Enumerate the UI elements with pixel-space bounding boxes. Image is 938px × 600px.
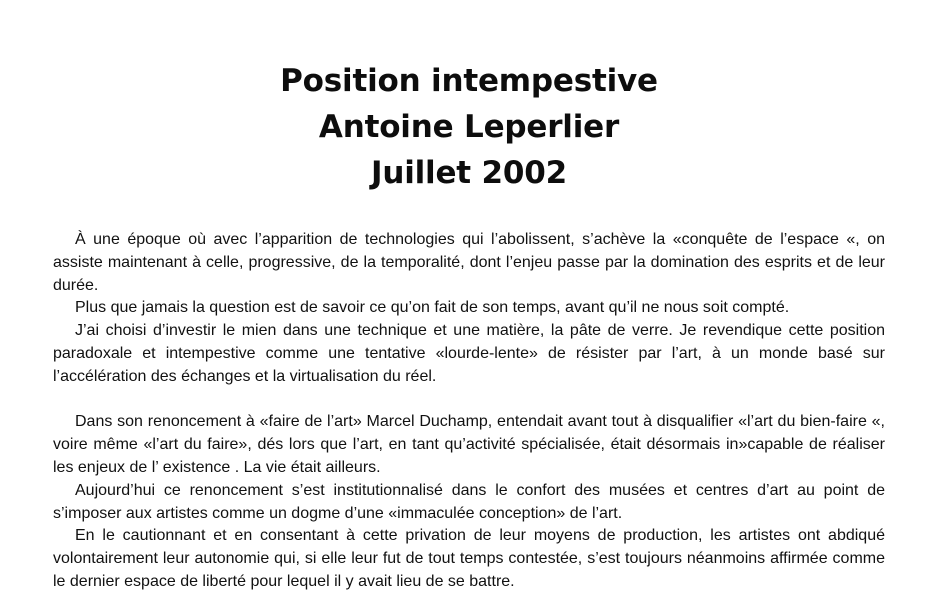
paragraph-3: J’ai choisi d’investir le mien dans une technique et une matière, la pâte de verre. Je revendique cette position paradoxale et intempestive comme une tentative «lourde-lente» de résister par l’art, à un monde basé sur l’accélération des échanges et la virtualisation du réel. — [53, 322, 885, 385]
document-body — [53, 229, 885, 594]
document-title — [0, 58, 938, 196]
paragraph-spacer — [53, 389, 885, 412]
paragraph-4: Dans son renoncement à «faire de l’art» Marcel Duchamp, entendait avant tout à disqualifier «l’art du bien-faire «, voire même «l’art du faire», dés lors que l’art, en tant qu’activité spécialisée, était désormais in»capable de réaliser les enjeux de l’ existence . La vie était ailleurs. — [53, 413, 885, 476]
title-line-3-date: Juillet 2002 — [371, 155, 567, 191]
paragraph-2: Plus que jamais la question est de savoir ce qu’on fait de son temps, avant qu’il ne nous soit compté. — [75, 299, 790, 317]
paragraph-6: En le cautionnant et en consentant à cette privation de leur moyens de production, les artistes ont abdiqué volontairement leur autonomie qui, si elle leur fut de tout temps contestée, s’est toujours néanmoins affirmée comme le dernier espace de liberté pour lequel il y avait lieu de se battre. — [53, 527, 885, 590]
title-line-1: Position intempestive — [280, 63, 658, 99]
title-line-2-author: Antoine Leperlier — [318, 109, 620, 145]
paragraph-5: Aujourd’hui ce renoncement s’est institutionnalisé dans le confort des musées et centres d’art au point de s’imposer aux artistes comme un dogme d’une «immaculée conception» de l’art. — [53, 481, 885, 522]
paragraph-1: À une époque où avec l’apparition de technologies qui l’abolissent, s’achève la «conquête de l’espace «, on assiste maintenant à celle, progressive, de la temporalité, dont l’enjeu passe par la domination des esprits et de leur durée. — [53, 231, 885, 294]
